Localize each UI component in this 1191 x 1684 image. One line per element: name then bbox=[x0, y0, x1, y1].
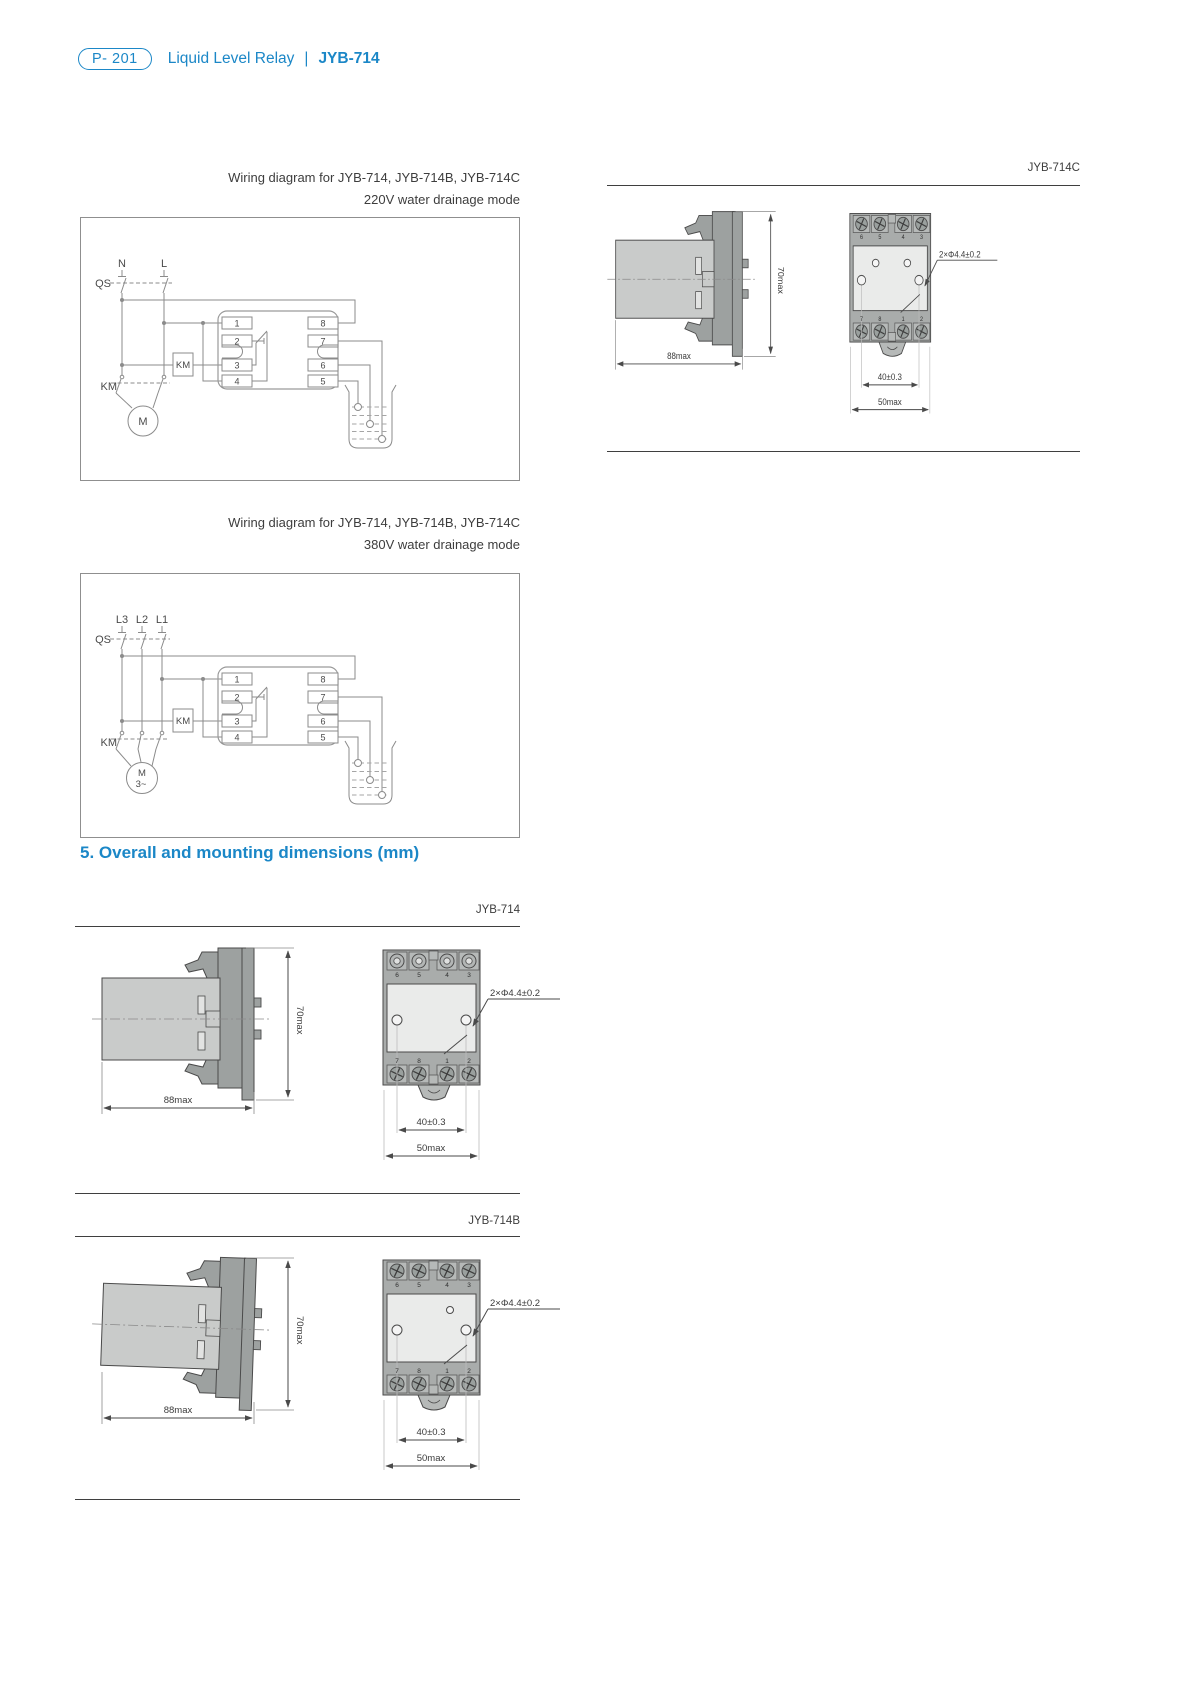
divider bbox=[75, 926, 520, 927]
svg-text:2: 2 bbox=[467, 1368, 471, 1375]
svg-text:7: 7 bbox=[320, 336, 326, 347]
jyb714b-dimension-drawing bbox=[88, 1250, 568, 1500]
header-separator: | bbox=[304, 50, 309, 67]
svg-text:4: 4 bbox=[901, 234, 905, 242]
phase-label-l3: L3 bbox=[115, 614, 129, 626]
model-name: JYB-714 bbox=[318, 50, 380, 67]
km-coil-label: KM bbox=[175, 360, 191, 371]
svg-text:3: 3 bbox=[919, 234, 924, 242]
svg-text:3: 3 bbox=[234, 360, 240, 371]
probe-wires bbox=[338, 341, 382, 436]
hole-callout-label: 2×Φ4.4±0.2 bbox=[490, 988, 541, 999]
svg-text:1: 1 bbox=[445, 1058, 449, 1065]
phase-label-n: N bbox=[118, 258, 126, 270]
section-label-jyb714b: JYB-714B bbox=[468, 1215, 520, 1227]
relay-terminals-left bbox=[222, 317, 252, 387]
divider bbox=[75, 1236, 520, 1237]
section-label-jyb714: JYB-714 bbox=[475, 904, 520, 916]
svg-text:8: 8 bbox=[417, 1058, 421, 1065]
product-name: Liquid Level Relay bbox=[167, 50, 295, 67]
phase-label-l2: L2 bbox=[135, 614, 149, 626]
dim-width-label: 88max bbox=[163, 1095, 193, 1106]
dim-height-label: 70max bbox=[776, 266, 786, 294]
svg-text:6: 6 bbox=[395, 1282, 399, 1289]
wiring-title-line1: Wiring diagram for JYB-714, JYB-714B, JYB-714C bbox=[228, 170, 520, 185]
km-coil-label: KM bbox=[175, 716, 191, 727]
dim-hole-spacing-label: 40±0.3 bbox=[416, 1427, 446, 1438]
relay-internal-contact bbox=[252, 331, 267, 381]
divider bbox=[607, 451, 1080, 452]
svg-text:2: 2 bbox=[234, 336, 240, 347]
wiring-title-380v bbox=[80, 512, 520, 556]
wiring-title-line2: 380V water drainage mode bbox=[363, 537, 520, 552]
svg-text:1: 1 bbox=[234, 318, 240, 329]
qs-switch bbox=[110, 626, 170, 649]
page-header bbox=[78, 48, 380, 70]
qs-switch bbox=[110, 270, 172, 293]
svg-text:7: 7 bbox=[320, 692, 326, 703]
km-contact-label: KM bbox=[100, 381, 117, 393]
km-contacts bbox=[111, 375, 170, 393]
header-title bbox=[168, 50, 380, 68]
svg-text:4: 4 bbox=[445, 1282, 449, 1289]
km-contact-label: KM bbox=[100, 737, 117, 749]
wiring-title-line2: 220V water drainage mode bbox=[363, 192, 520, 207]
motor-sublabel: 3~ bbox=[135, 779, 147, 790]
divider bbox=[607, 185, 1080, 186]
svg-text:4: 4 bbox=[234, 376, 240, 387]
svg-text:6: 6 bbox=[395, 972, 399, 979]
svg-text:8: 8 bbox=[878, 316, 882, 324]
relay-terminals-right bbox=[308, 673, 338, 743]
svg-text:1: 1 bbox=[901, 316, 905, 324]
wiring-title-220v bbox=[80, 167, 520, 211]
divider bbox=[75, 1193, 520, 1194]
svg-text:2: 2 bbox=[919, 316, 924, 324]
svg-text:3: 3 bbox=[467, 972, 471, 979]
svg-text:1: 1 bbox=[234, 674, 240, 685]
svg-text:5: 5 bbox=[417, 972, 421, 979]
svg-text:5: 5 bbox=[417, 1282, 421, 1289]
jyb714c-dimension-drawing bbox=[604, 204, 1004, 442]
svg-text:3: 3 bbox=[234, 716, 240, 727]
phase-label-l1: L1 bbox=[155, 614, 169, 626]
dim-hole-spacing-label: 40±0.3 bbox=[877, 371, 902, 383]
svg-text:3: 3 bbox=[467, 1282, 471, 1289]
svg-text:2: 2 bbox=[234, 692, 240, 703]
jyb714-dimension-drawing bbox=[88, 940, 568, 1190]
dim-hole-spacing-label: 40±0.3 bbox=[416, 1117, 446, 1128]
km-contacts bbox=[111, 731, 168, 749]
svg-text:6: 6 bbox=[320, 360, 326, 371]
probe-wires bbox=[338, 697, 382, 792]
wiring-diagram-380v bbox=[80, 573, 520, 838]
svg-text:5: 5 bbox=[320, 732, 326, 743]
svg-text:4: 4 bbox=[445, 972, 449, 979]
svg-text:1: 1 bbox=[445, 1368, 449, 1375]
indicator-holes bbox=[447, 1307, 454, 1314]
section-label-jyb714c: JYB-714C bbox=[1027, 162, 1080, 174]
dim-overall-width-label: 50max bbox=[416, 1453, 446, 1464]
dim-width-label: 88max bbox=[163, 1405, 193, 1416]
relay-terminals-left bbox=[222, 673, 252, 743]
hole-callout-label: 2×Φ4.4±0.2 bbox=[490, 1298, 541, 1309]
hole-callout-label: 2×Φ4.4±0.2 bbox=[939, 248, 981, 260]
motor bbox=[116, 393, 158, 436]
wiring-diagram-220v bbox=[80, 217, 520, 481]
wiring-title-line1: Wiring diagram for JYB-714, JYB-714B, JYB-714C bbox=[228, 515, 520, 530]
svg-text:2: 2 bbox=[467, 1058, 471, 1065]
svg-text:7: 7 bbox=[395, 1368, 399, 1375]
svg-text:8: 8 bbox=[320, 318, 326, 329]
motor-label: M bbox=[138, 768, 146, 779]
dim-width-label: 88max bbox=[667, 350, 691, 362]
svg-text:8: 8 bbox=[320, 674, 326, 685]
svg-text:5: 5 bbox=[320, 376, 326, 387]
dim-overall-width-label: 50max bbox=[877, 396, 902, 408]
svg-text:8: 8 bbox=[417, 1368, 421, 1375]
svg-text:6: 6 bbox=[859, 234, 864, 242]
dim-overall-width-label: 50max bbox=[416, 1143, 446, 1154]
diagram-border bbox=[81, 218, 520, 481]
relay-terminals-right bbox=[308, 317, 338, 387]
qs-label: QS bbox=[95, 634, 111, 646]
svg-text:4: 4 bbox=[234, 732, 240, 743]
section-heading: 5. Overall and mounting dimensions (mm) bbox=[80, 843, 420, 862]
svg-text:6: 6 bbox=[320, 716, 326, 727]
motor bbox=[116, 749, 158, 794]
svg-text:7: 7 bbox=[395, 1058, 399, 1065]
dim-height-label: 70max bbox=[294, 1006, 305, 1035]
dim-height-label: 70max bbox=[294, 1316, 305, 1345]
qs-label: QS bbox=[95, 278, 111, 290]
svg-text:7: 7 bbox=[859, 316, 864, 324]
page-number-badge: P- 201 bbox=[78, 48, 152, 70]
relay-internal-contact bbox=[252, 687, 267, 737]
motor-label: M bbox=[138, 416, 148, 428]
phase-label-l: L bbox=[160, 258, 168, 270]
svg-text:5: 5 bbox=[878, 234, 882, 242]
divider bbox=[75, 1499, 520, 1500]
